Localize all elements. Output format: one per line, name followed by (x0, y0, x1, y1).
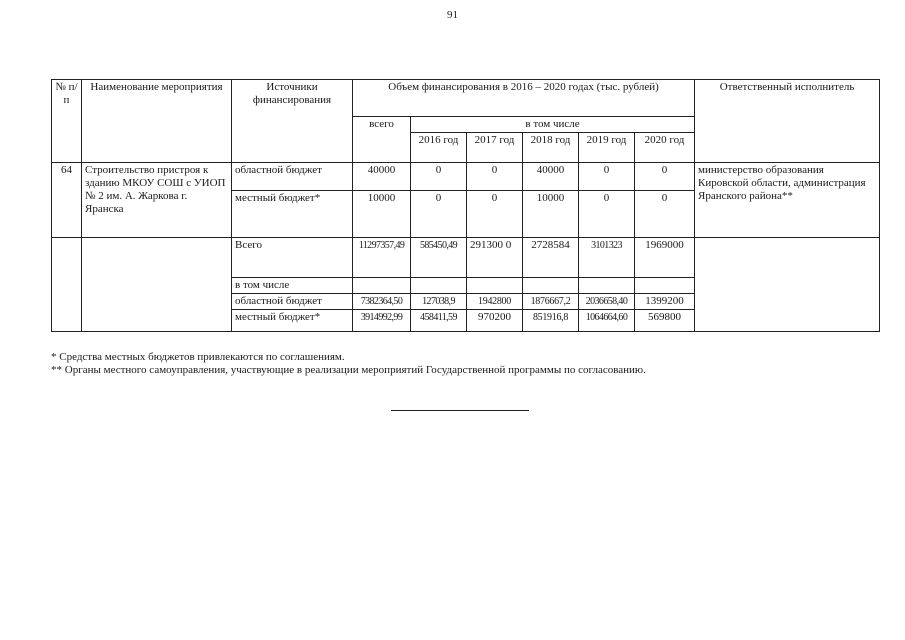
header-year-2017: 2017 год (467, 133, 523, 163)
summary-total: 7382364,50 (353, 294, 411, 310)
row-y2019: 0 (579, 163, 635, 191)
header-volume: Объем финансирования в 2016 – 2020 годах (тыс. рублей) (353, 80, 695, 117)
row-y2017: 0 (467, 163, 523, 191)
summary-total: 11297357,49 (353, 238, 411, 278)
table-row (52, 163, 880, 191)
summary-y2018: 1876667,2 (523, 294, 579, 310)
summary-y2016: 585450,49 (411, 238, 467, 278)
summary-y2020: 569800 (635, 310, 695, 332)
summary-y2018: 2728584 (523, 238, 579, 278)
financing-table (51, 79, 880, 332)
row-y2019: 0 (579, 191, 635, 238)
header-responsible: Ответственный исполнитель (695, 80, 880, 163)
row-y2017: 0 (467, 191, 523, 238)
summary-y2020: 1399200 (635, 294, 695, 310)
empty-cell (411, 278, 467, 294)
row-source: местный бюджет* (232, 191, 353, 238)
summary-including-label: в том числе (232, 278, 353, 294)
row-source: областной бюджет (232, 163, 353, 191)
row-y2016: 0 (411, 191, 467, 238)
footnotes (51, 351, 646, 377)
header-year-2020: 2020 год (635, 133, 695, 163)
summary-y2017: 1942800 (467, 294, 523, 310)
header-including: в том числе (411, 117, 695, 133)
summary-y2019: 3101323 (579, 238, 635, 278)
empty-cell (467, 278, 523, 294)
summary-source: Всего (232, 238, 353, 278)
summary-total: 3914992,99 (353, 310, 411, 332)
row-y2020: 0 (635, 163, 695, 191)
row-y2018: 10000 (523, 191, 579, 238)
row-responsible: министерство образования Кировской области, администрация Яранского района** (695, 163, 880, 238)
header-name: Наименование мероприятия (82, 80, 232, 163)
summary-empty-name (82, 238, 232, 332)
summary-y2019: 2036658,40 (579, 294, 635, 310)
header-sources: Источники финансирования (232, 80, 353, 163)
empty-cell (635, 278, 695, 294)
row-total: 10000 (353, 191, 411, 238)
footnote-local-budgets: * Средства местных бюджетов привлекаются по соглашениям. (51, 351, 345, 363)
header-year-2016: 2016 год (411, 133, 467, 163)
row-y2016: 0 (411, 163, 467, 191)
summary-y2016: 127038,9 (411, 294, 467, 310)
summary-y2017: 291300 0 (467, 238, 523, 278)
summary-y2017: 970200 (467, 310, 523, 332)
summary-source: местный бюджет* (232, 310, 353, 332)
closing-rule (391, 410, 529, 411)
header-year-2019: 2019 год (579, 133, 635, 163)
row-total: 40000 (353, 163, 411, 191)
header-total: всего (353, 117, 411, 163)
empty-cell (579, 278, 635, 294)
header-year-2018: 2018 год (523, 133, 579, 163)
row-y2018: 40000 (523, 163, 579, 191)
empty-cell (353, 278, 411, 294)
summary-y2019: 1064664,60 (579, 310, 635, 332)
header-num: № п/п (52, 80, 82, 163)
row-num: 64 (52, 163, 82, 238)
empty-cell (523, 278, 579, 294)
summary-y2020: 1969000 (635, 238, 695, 278)
row-name: Строительство пристроя к зданию МКОУ СОШ с УИОП № 2 им. А. Жаркова г. Яранска (82, 163, 232, 238)
summary-empty-responsible (695, 238, 880, 332)
summary-y2018: 851916,8 (523, 310, 579, 332)
row-y2020: 0 (635, 191, 695, 238)
footnote-local-authorities: ** Органы местного самоуправления, участвующие в реализации мероприятий Государственной программы по согласованию. (51, 364, 646, 376)
page-number: 91 (447, 9, 458, 21)
summary-empty-num (52, 238, 82, 332)
summary-source: областной бюджет (232, 294, 353, 310)
summary-row-total (52, 238, 880, 278)
summary-y2016: 458411,59 (411, 310, 467, 332)
